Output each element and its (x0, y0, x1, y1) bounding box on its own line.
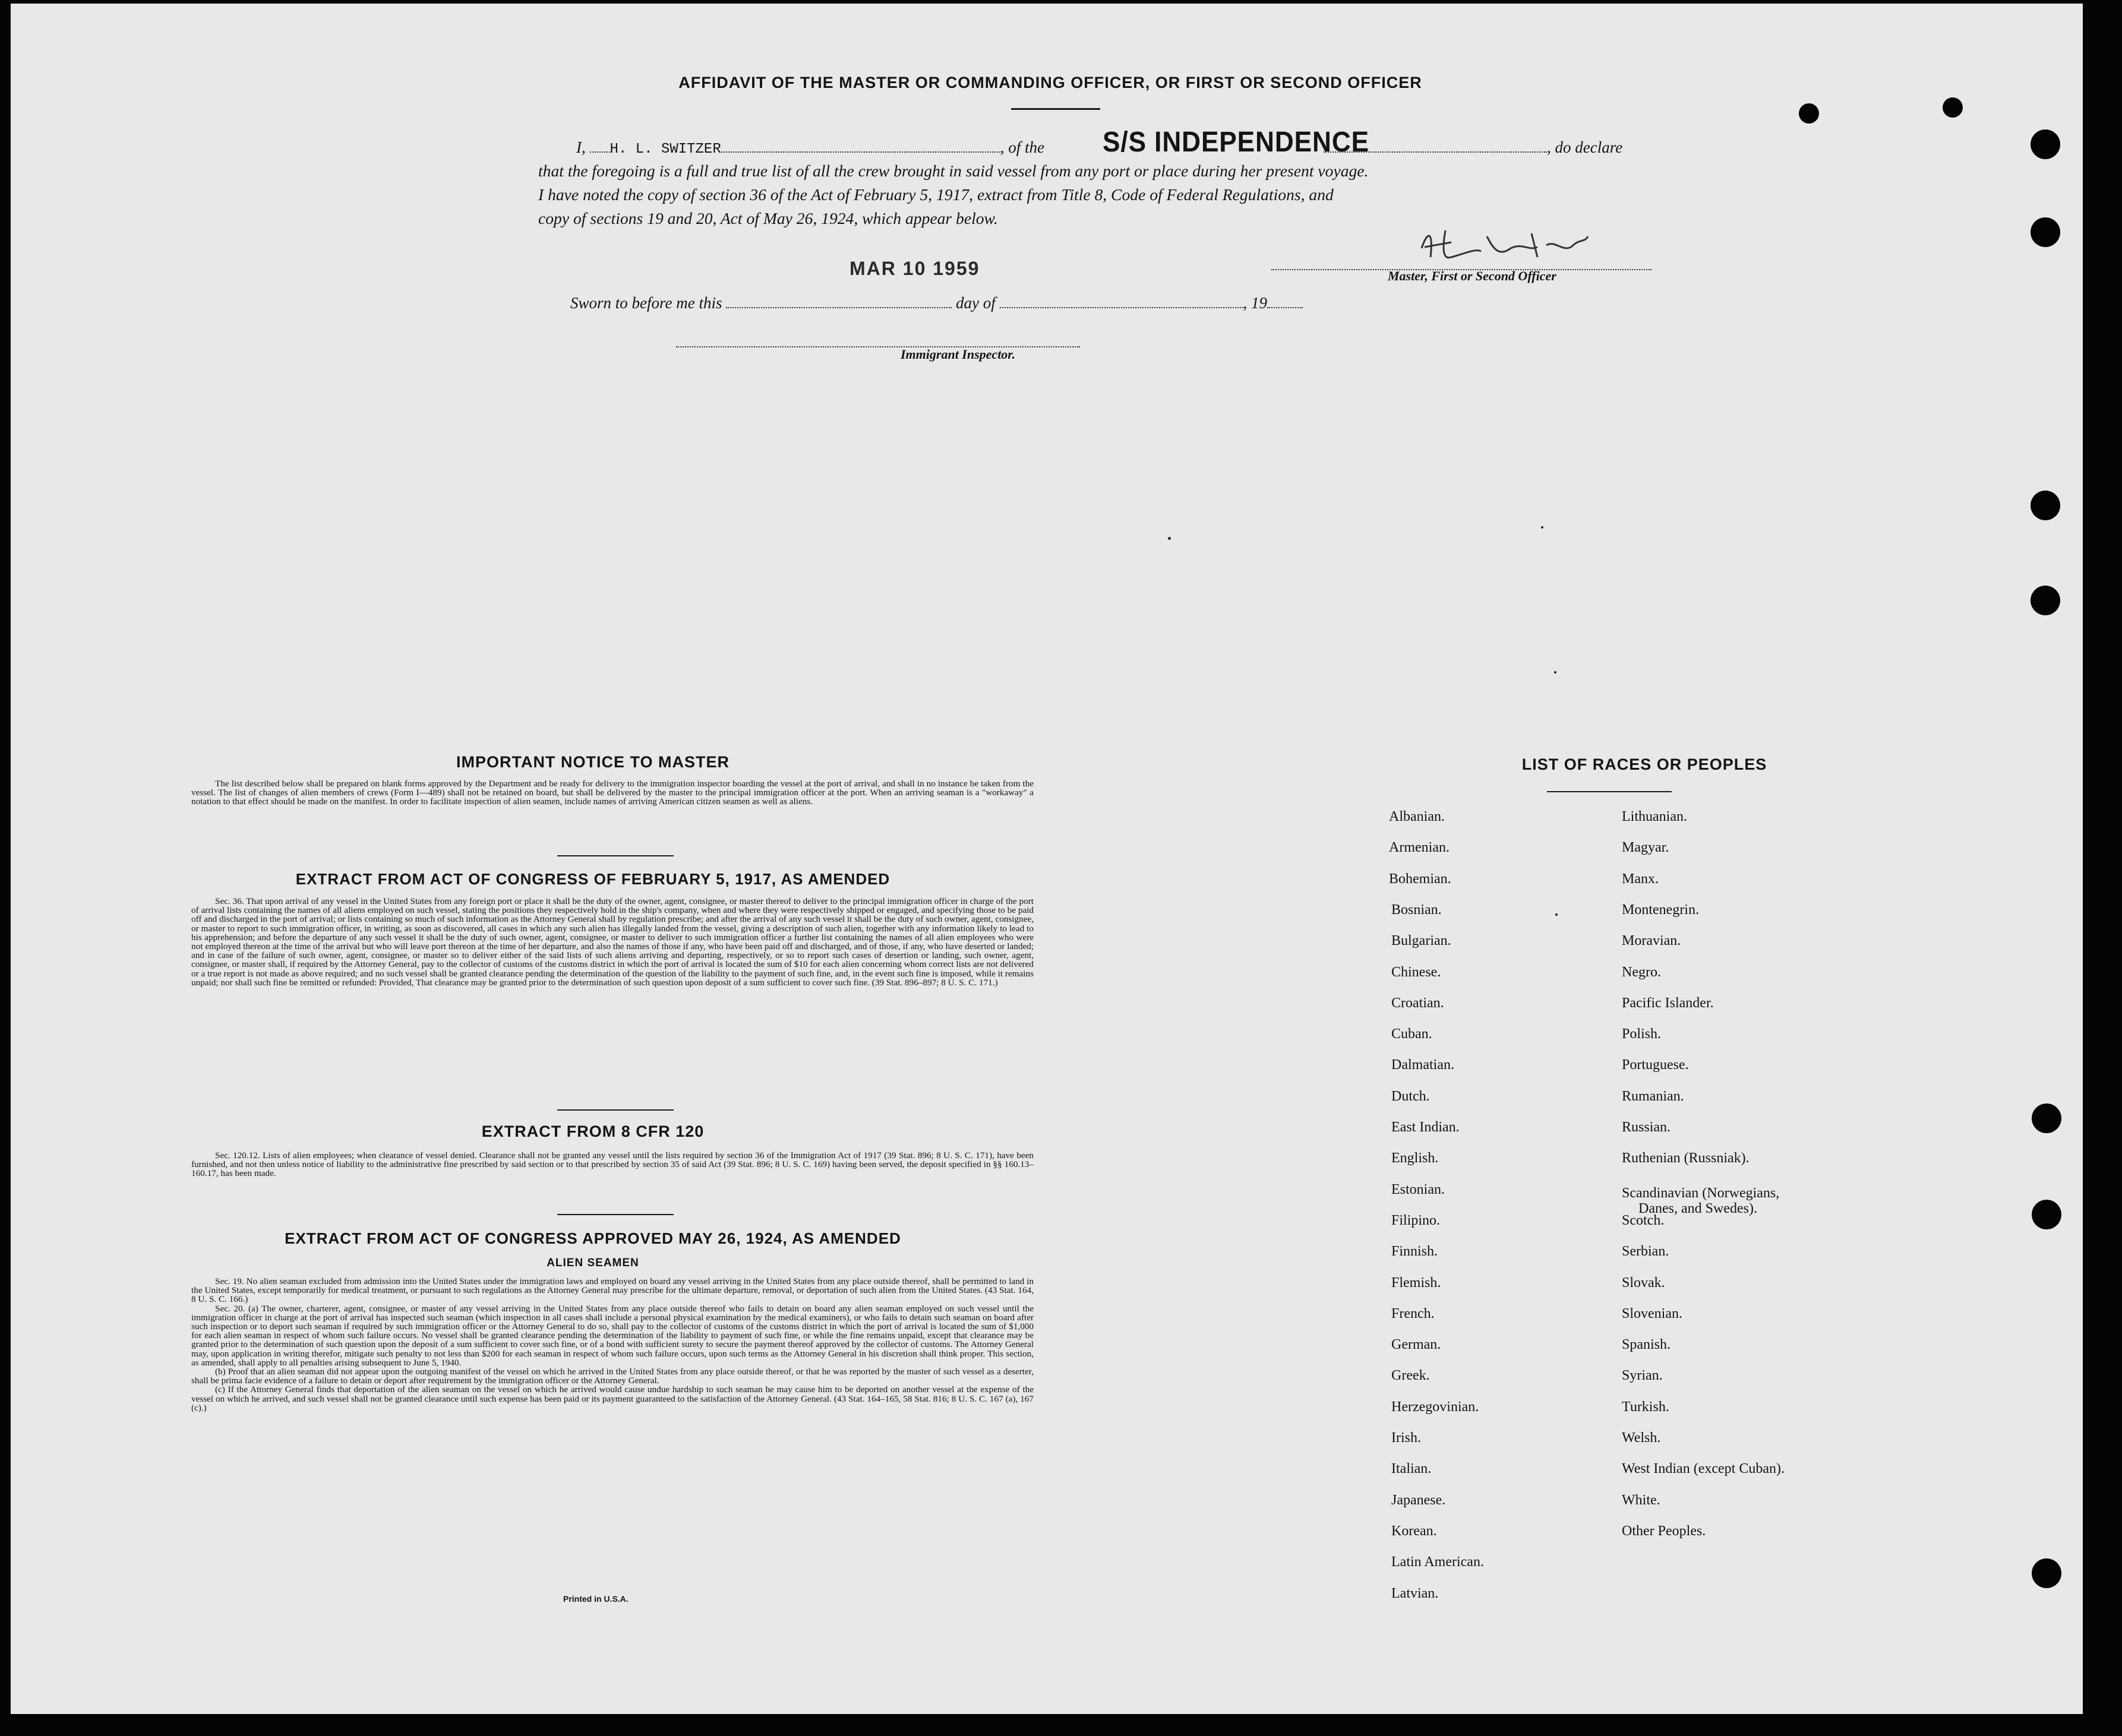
race-item: Armenian. (1389, 840, 1450, 856)
extract-cfr-paragraph: Sec. 120.12. Lists of alien employees; when clearance of vessel denied. Clearance shall not be granted any vessel until the lists required by section 36 of the Immigration Act of 1917 (39 Stat. 896; 8 U. S. C. 171), have been furnished, and not then unless notice of liability to the administrative fine prescribed by said section or to that prescribed by section 35 of said Act (39 Stat. 896; 8 U. S. C. 169) having been served, the deposit specified in §§ 160.13–160.17, has been made. (191, 1150, 1034, 1179)
race-item: Lithuanian. (1622, 809, 1687, 824)
declaration-line-1 (576, 135, 1044, 162)
affidavit-title: AFFIDAVIT OF THE MASTER OR COMMANDING OFFICER, OR FIRST OR SECOND OFFICER (678, 74, 1422, 91)
declaration-prefix: I, (576, 138, 586, 156)
race-item: Turkish. (1622, 1399, 1669, 1415)
declaration-line-4: copy of sections 19 and 20, Act of May 26, 1924, which appear below. (538, 209, 998, 227)
punch-hole (2032, 1200, 2061, 1229)
signature-caption: Master, First or Second Officer (1388, 268, 1556, 283)
notice-paragraph: The list described below shall be prepared on blank forms approved by the Department and be ready for delivery to the immigration inspector boarding the vessel at the port of arrival, and shall in no instance be taken from the vessel. The list of changes of alien members of crews (Form I—489) shall not be retained on board, but shall be delivered by the master to the principal immigration officer at the port. When an arriving seaman is a "workaway" a notation to that effect should be made on the manifest. In order to facilitate inspection of alien seamen, include names of arriving American citizen seamen as well as aliens. (191, 779, 1034, 807)
race-item: Serbian. (1622, 1244, 1669, 1260)
punch-hole (2031, 491, 2060, 520)
divider (557, 1109, 674, 1111)
extract-1917-heading: EXTRACT FROM ACT OF CONGRESS OF FEBRUARY 5, 1917, AS AMENDED (295, 870, 891, 888)
section-20b-paragraph: (b) Proof that an alien seaman did not appear upon the outgoing manifest of the vessel on which he arrived in the United States from any place outside thereof, or that he was reported by the master of such vessel as a deserter, shall be prima facie evidence of a failure to detain or deport after requirement by the immigration officer or the Attorney General. (191, 1367, 1034, 1386)
speck (1168, 537, 1171, 540)
race-item: East Indian. (1391, 1120, 1460, 1135)
declaration-suffix: , do declare (1547, 138, 1623, 156)
punch-hole (2032, 1103, 2061, 1133)
race-item: Latin American. (1391, 1554, 1484, 1570)
divider (1547, 791, 1672, 792)
race-item: Finnish. (1391, 1244, 1438, 1260)
race-item: Slovenian. (1622, 1305, 1682, 1321)
race-item: Manx. (1622, 871, 1659, 887)
notice-text (191, 779, 1034, 807)
race-item: Chinese. (1391, 964, 1441, 980)
declaration-line-1-end (1324, 135, 1622, 159)
race-item: Magyar. (1622, 840, 1669, 856)
section-20c-paragraph: (c) If the Attorney General finds that deportation of the alien seaman on the vessel on which he arrived would cause undue hardship to such seaman he may cause him to be deported on another vessel at the expense of the vessel on which he arrived, and such vessel shall not be granted clearance until such expense has been paid or its payment guaranteed to the satisfaction of the Attorney General. (43 Stat. 164–165, 58 Stat. 816; 8 U. S. C. 167 (a), 167 (c).) (191, 1384, 1034, 1413)
sworn-year: , 19 (1243, 294, 1267, 312)
declaration-of-the: , of the (1000, 138, 1044, 156)
race-item: Bohemian. (1389, 871, 1451, 887)
race-item: French. (1391, 1305, 1435, 1321)
race-item: Negro. (1622, 964, 1661, 980)
divider (557, 1214, 674, 1215)
race-item: Herzegovinian. (1391, 1399, 1479, 1415)
sworn-line (570, 291, 1303, 315)
speck (1554, 671, 1556, 673)
race-item: Spanish. (1622, 1337, 1671, 1353)
race-item: Scotch. (1622, 1212, 1665, 1228)
race-item: Rumanian. (1622, 1088, 1684, 1104)
race-item: German. (1391, 1337, 1441, 1353)
punch-hole (2032, 1558, 2061, 1588)
race-item: White. (1622, 1492, 1660, 1508)
race-item: Greek. (1391, 1368, 1430, 1384)
race-item: West Indian (except Cuban). (1622, 1461, 1785, 1477)
sworn-prefix: Sworn to before me this (570, 294, 722, 312)
date-stamp: MAR 10 1959 (850, 258, 980, 279)
sworn-day-of: day of (956, 294, 996, 312)
punch-hole (2031, 586, 2060, 615)
document-page (11, 4, 2083, 1714)
race-item: Russian. (1622, 1120, 1671, 1135)
race-item: Pacific Islander. (1622, 995, 1714, 1011)
extract-1917-text (191, 897, 1034, 987)
race-item: Dalmatian. (1391, 1057, 1454, 1073)
race-item: Latvian. (1391, 1585, 1439, 1601)
race-item: Syrian. (1622, 1368, 1663, 1384)
race-item: Ruthenian (Russniak). (1622, 1150, 1750, 1166)
speck (1555, 913, 1558, 916)
race-item: Flemish. (1391, 1275, 1441, 1291)
race-item: Scandinavian (Norwegians, (1622, 1185, 1780, 1201)
race-item: Croatian. (1391, 995, 1444, 1011)
race-item: Other Peoples. (1622, 1523, 1706, 1539)
race-item: Japanese. (1391, 1492, 1446, 1508)
race-item: Slovak. (1622, 1275, 1665, 1291)
notice-heading: IMPORTANT NOTICE TO MASTER (456, 753, 730, 771)
race-item: Albanian. (1389, 809, 1445, 824)
race-item: Portuguese. (1622, 1057, 1689, 1073)
extract-1924-text (191, 1277, 1034, 1412)
races-heading: LIST OF RACES OR PEOPLES (1521, 755, 1767, 773)
race-item: Welsh. (1622, 1430, 1661, 1446)
vessel-name: S/S INDEPENDENCE (1103, 127, 1370, 158)
race-item: Dutch. (1391, 1088, 1430, 1104)
race-item: English. (1391, 1150, 1439, 1166)
extract-cfr-text (191, 1151, 1034, 1178)
extract-cfr-heading: EXTRACT FROM 8 CFR 120 (481, 1122, 705, 1140)
inspector-caption: Immigrant Inspector. (901, 347, 1016, 362)
punch-hole (1943, 97, 1963, 118)
race-item: Bulgarian. (1391, 933, 1451, 949)
race-item: Italian. (1391, 1461, 1432, 1477)
printed-in-usa: Printed in U.S.A. (563, 1594, 629, 1604)
declaration-line-3: I have noted the copy of section 36 of the Act of February 5, 1917, extract from Title 8, Code of Federal Regulations, and (538, 185, 1334, 204)
race-item: Danes, and Swedes). (1638, 1200, 1757, 1216)
divider (557, 855, 674, 856)
race-item: Irish. (1391, 1430, 1421, 1446)
punch-hole (1799, 103, 1819, 124)
race-item: Estonian. (1391, 1181, 1445, 1197)
extract-1924-subheading: ALIEN SEAMEN (547, 1257, 639, 1269)
section-19-paragraph: Sec. 19. No alien seaman excluded from admission into the United States under the immigration laws and employed on board any vessel arriving in the United States from any place outside thereof, shall be permitted to land in the United States, except temporarily for medical treatment, or pursuant to such regulations as the Attorney General may prescribe for the ultimate departure, removal, or deportation of such alien from the United States. (43 Stat. 164, 8 U. S. C. 166.) (191, 1276, 1034, 1305)
extract-1924-heading: EXTRACT FROM ACT OF CONGRESS APPROVED MAY 26, 1924, AS AMENDED (285, 1229, 901, 1247)
punch-hole (2031, 129, 2060, 159)
race-item: Bosnian. (1391, 902, 1442, 918)
inspector-signature-line (676, 330, 1080, 354)
extract-1917-paragraph: Sec. 36. That upon arrival of any vessel in the United States from any foreign port or place it shall be the duty of the owner, agent, consignee, or master thereof to deliver to the principal immigration officer in charge of the port of arrival lists containing the names of all aliens employed on such vessel, stating the positions they respectively hold in the ship's company, when and where they were respectively shipped or engaged, and specifying those to be paid off and discharged in the port of arrival; or lists containing so much of such information as the Attorney General shall by regulation prescribe; and after the arrival of any such vessel it shall be the duty of such owner, agent, consignee, or master to report to such immigration officer, in writing, as soon as discovered, all cases in which any such alien has illegally landed from the vessel, giving a description of such alien, together with any information likely to lead to his apprehension; and before the departure of any such vessel it shall be the duty of such owner, agent, consignee, or master to deliver to such immigration officer a further list containing the names of all alien employees who were not employed thereon at the time of the arrival but who will leave port thereon at the time of her departure, and also the names of those if any, who have been paid off and discharged, and of those, if any, who have deserted or landed; and in case of the failure of such owner, agent, consignee, or master so to deliver either of the said lists of such aliens arriving and departing, respectively, or so to report such cases of desertion or landing, such owner, agent, consignee, or master shall, if required by the Attorney General, pay to the collector of customs of the customs district in which the port of arrival is located the sum of $10 for each alien concerning whom correct lists are not delivered or a true report is not made as above required; and no such vessel shall be granted clearance pending the determination of the question of the liability to the payment of such fine, and, in the event such fine is imposed, while it remains unpaid; nor shall such fine be remitted or refunded: Provided, That clearance may be granted prior to the determination of such question upon deposit of a sum sufficient to cover such fine. (39 Stat. 896–897; 8 U. S. C. 171.) (191, 896, 1034, 988)
title-rule (1011, 108, 1100, 110)
declaration-line-2: that the foregoing is a full and true list of all the crew brought in said vessel from any port or place during her present voyage. (538, 162, 1369, 180)
speck (1541, 526, 1543, 529)
race-item: Montenegrin. (1622, 902, 1699, 918)
race-item: Filipino. (1391, 1212, 1441, 1228)
declarant-name: H. L. SWITZER (610, 141, 721, 157)
race-item: Moravian. (1622, 933, 1681, 949)
race-item: Korean. (1391, 1523, 1437, 1539)
race-item: Polish. (1622, 1026, 1662, 1042)
race-item: Cuban. (1391, 1026, 1432, 1042)
punch-hole (2031, 217, 2060, 247)
section-20a-paragraph: Sec. 20. (a) The owner, charterer, agent, consignee, or master of any vessel arriving in the United States from any place outside thereof who fails to detain on board any alien seaman employed on such vessel until the immigration officer in charge at the port of arrival has inspected such seaman (which inspection in all cases shall include a personal physical examination by the medical examiners), or who fails to detain such seaman on board after such inspection or to deport such seaman if required by such immigration officer or the Attorney General to do so, shall pay to the collector of customs of the customs district in which the port of arrival is located the sum of $1,000 for each alien seaman in respect of whom such failure occurs. No vessel shall be granted clearance pending the determination of the liability to payment of such fine, or while the fine remains unpaid, except that clearance may be granted prior to the determination of such question upon the deposit of a sum sufficient to cover such fine, or of a bond with sufficient surety to secure the payment thereof approved by the collector of customs. The Attorney General may, upon application in writing therefor, mitigate such penalty to not less than $200 for each seaman in respect of whom such failure occurs, upon such terms as the Attorney General in his discretion shall think proper. This section, as amended, shall apply to all penalties arising subsequent to June 5, 1940. (191, 1303, 1034, 1368)
